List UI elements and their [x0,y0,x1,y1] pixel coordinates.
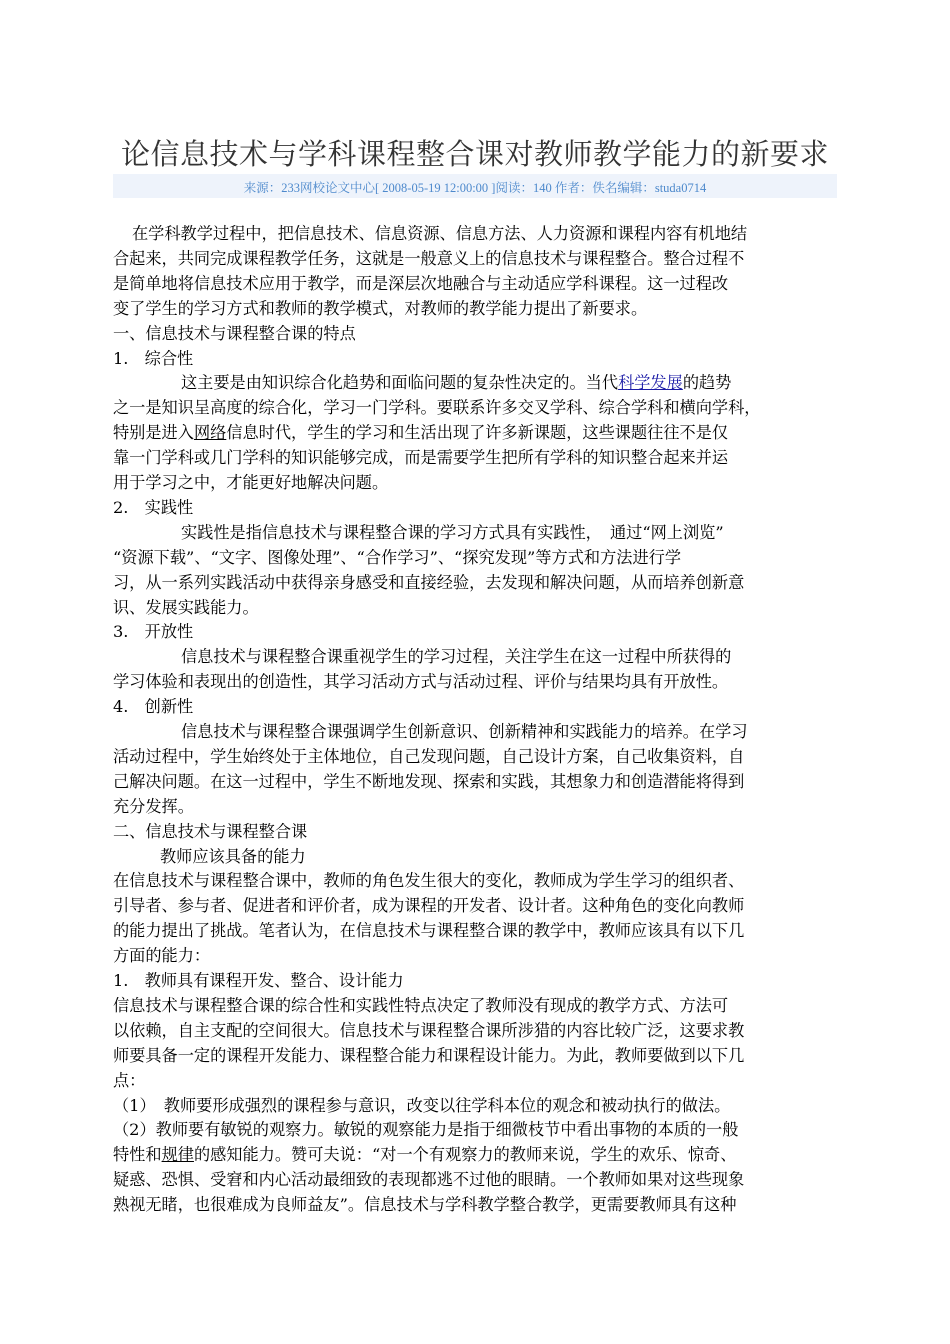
body-line [181,521,724,545]
line-text: 在信息技术与课程整合课中，教师的角色发生很大的变化，教师成为学生学习的组织者、 [113,871,745,891]
body-line [113,396,761,420]
body-line [181,645,731,669]
line-text: 特别是进入 [113,423,194,443]
body-line [113,1069,145,1093]
body-line [113,471,388,495]
body-line [113,571,744,595]
line-text: 合起来，共同完成课程教学任务，这就是一般意义上的信息技术与课程整合。整合过程不 [113,248,745,268]
line-text: 4. 创新性 [113,697,194,717]
body-line [113,247,744,271]
line-text: 引导者、参与者、促进者和评价者，成为课程的开发者、设计者。这种角色的变化向教师 [113,896,745,916]
body-line [113,745,744,769]
line-text: 二、信息技术与课程整合课 [113,821,308,841]
body-line [113,446,728,470]
line-text: 习，从一系列实践活动中获得亲身感受和直接经验，去发现和解决问题，从而培养创新意 [113,572,745,592]
line-text: 以依赖，自主支配的空间很大。信息技术与课程整合课所涉猎的内容比较广泛，这要求教 [113,1020,745,1040]
body-line [113,496,193,520]
line-text: 点： [113,1070,146,1090]
line-text: 一、信息技术与课程整合课的特点 [113,323,356,343]
body-line [113,820,307,844]
body-line [113,670,728,694]
line-text: 学习体验和表现出的创造性，其学习活动方式与活动过程、评价与结果均具有开放性。 [113,672,729,692]
line-text: 活动过程中，学生始终处于主体地位，自己发现问题，自己设计方案，自己收集资料，自 [113,746,745,766]
body-line [113,1094,730,1118]
body-line [160,845,306,869]
body-line [113,1019,744,1043]
body-line [132,222,747,246]
line-text: 信息技术与课程整合课的综合性和实践性特点决定了教师没有现成的教学方式、方法可 [113,995,729,1015]
body-line [113,272,728,296]
line-text: （2）教师要有敏锐的观察力。敏锐的观察能力是指于细微枝节中看出事物的本质的一般 [113,1120,739,1140]
body-line [113,994,728,1018]
inline-link[interactable]: 科学发展 [618,373,683,393]
line-text: 识、发展实践能力。 [113,597,259,617]
line-text: 信息时代，学生的学习和生活出现了许多新课题，这些课题往往不是仅 [226,423,729,443]
body-line [181,720,748,744]
line-text: 熟视无睹，也很难成为良师益友”。信息技术与学科教学整合教学，更需要教师具有这种 [113,1195,737,1215]
line-text: 教师应该具备的能力 [160,846,306,866]
line-text: 变了学生的学习方式和教师的教学模式，对教师的教学能力提出了新要求。 [113,298,648,318]
line-text: 实践性是指信息技术与课程整合课的学习方式具有实践性， 通过“网上浏览” [181,522,724,542]
line-text: 靠一门学科或几门学科的知识能够完成，而是需要学生把所有学科的知识整合起来并运 [113,448,729,468]
line-text: 的能力提出了挑战。笔者认为，在信息技术与课程整合课的教学中，教师应该具有以下几 [113,921,745,941]
line-text: 2. 实践性 [113,497,194,517]
body-line [113,347,193,371]
body-line [113,695,193,719]
underlined-term[interactable]: 规律 [161,1145,194,1165]
line-text: 疑惑、恐惧、受窘和内心活动最细致的表现都逃不过他的眼睛。一个教师如果对这些现象 [113,1170,745,1190]
body-line [113,919,744,943]
line-text: 方面的能力： [113,946,211,966]
body-line [113,894,744,918]
body-line [113,1118,738,1142]
page-title: 论信息技术与学科课程整合课对教师教学能力的新要求 [120,137,829,171]
body-line [113,969,404,993]
line-text: 在学科教学过程中，把信息技术、信息资源、信息方法、人力资源和课程内容有机地结 [132,224,748,243]
body-line [113,421,728,445]
line-text: 这主要是由知识综合化趋势和面临问题的复杂性决定的。当代 [181,373,619,393]
line-text: “资源下载”、“文字、图像处理”、“合作学习”、“探究发现”等方式和方法进行学 [113,547,682,567]
body-line [113,1044,744,1068]
line-text: 的感知能力。赞可夫说：“对一个有观察力的教师来说，学生的欢乐、惊奇、 [193,1145,737,1165]
body-line [113,1193,736,1217]
line-text: 信息技术与课程整合课重视学生的学习过程，关注学生在这一过程中所获得的 [181,647,732,667]
body-line [113,322,356,346]
body-line [113,297,647,321]
article-meta: 来源：233网校论文中心[ 2008-05-19 12:00:00 ]阅读：140 作者：佚名编辑：studa0714 [243,181,707,195]
line-text: （1） 教师要形成强烈的课程参与意识，改变以往学科本位的观念和被动执行的做法。 [113,1095,731,1115]
body-line [181,371,731,395]
line-text: 用于学习之中，才能更好地解决问题。 [113,473,389,492]
line-text: 的趋势 [682,373,732,393]
body-line [113,869,744,893]
body-line [113,944,210,968]
line-text: 之一是知识呈高度的综合化，学习一门学科。要联系许多交叉学科、综合学科和横向学科， [113,398,761,418]
line-text: 信息技术与课程整合课强调学生创新意识、创新精神和实践能力的培养。在学习 [181,722,748,741]
line-text: 特性和 [113,1145,162,1165]
line-text: 充分发挥。 [113,796,194,816]
underlined-term[interactable]: 网络 [193,423,227,443]
line-text: 是简单地将信息技术应用于教学，而是深层次地融合与主动适应学科课程。这一过程改 [113,273,729,293]
body-line [113,770,744,794]
body-line [113,596,259,620]
line-text: 1. 综合性 [113,348,194,368]
line-text: 1. 教师具有课程开发、整合、设计能力 [113,971,404,990]
body-line [113,1168,744,1192]
body-line [113,1143,736,1167]
body-line [113,546,681,570]
body-line [113,795,194,819]
line-text: 师要具备一定的课程开发能力、课程整合能力和课程设计能力。为此，教师要做到以下几 [113,1045,745,1065]
line-text: 3. 开放性 [113,622,194,642]
line-text: 己解决问题。在这一过程中，学生不断地发现、探索和实践，其想象力和创造潜能将得到 [113,771,745,791]
body-line [113,620,193,644]
